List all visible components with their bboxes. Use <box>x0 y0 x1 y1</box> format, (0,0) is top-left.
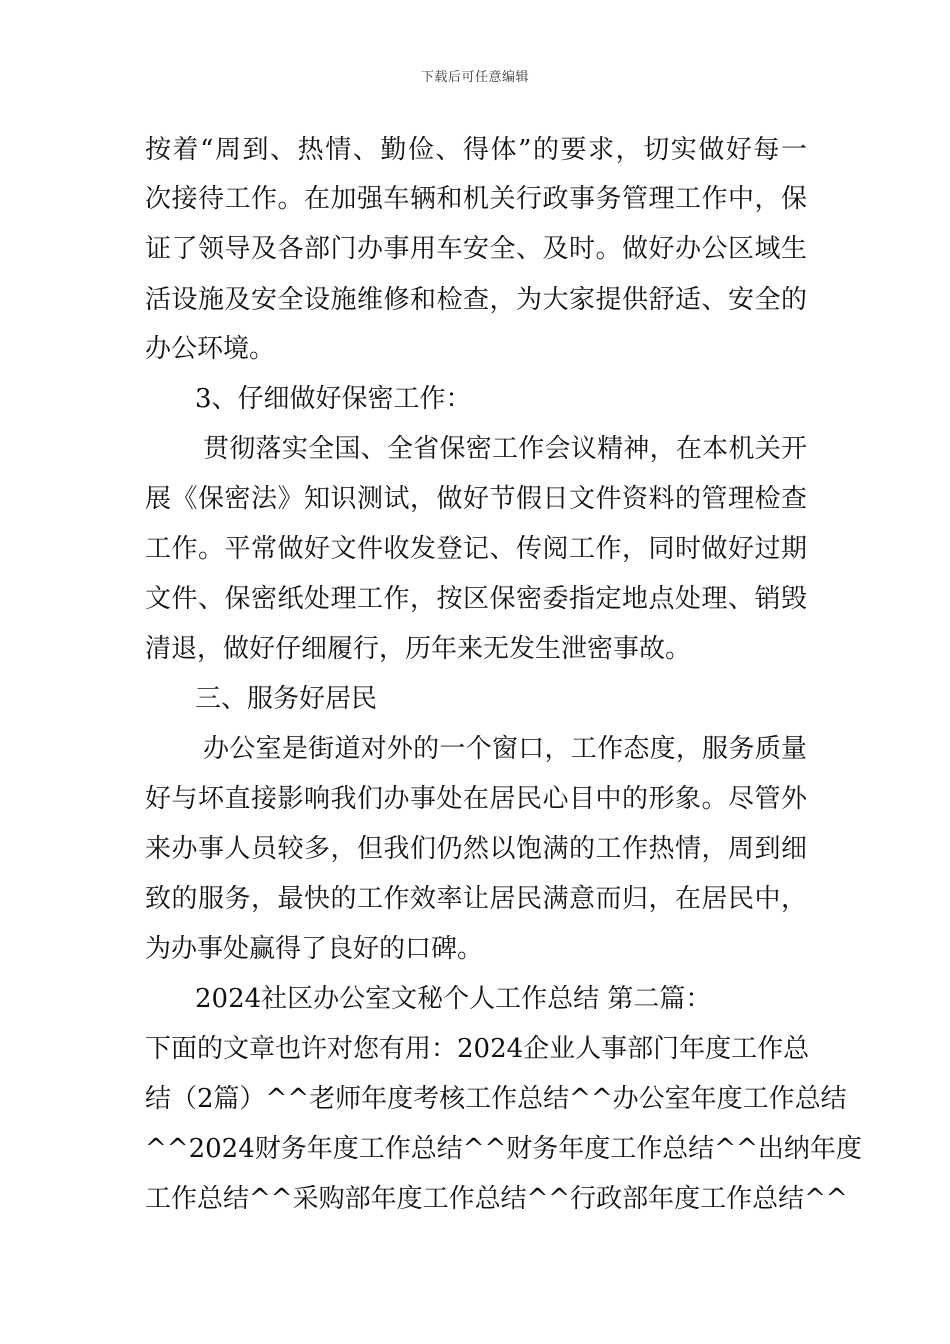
text-line: 办公室是街道对外的一个窗口，工作态度，服务质量 <box>203 734 807 764</box>
text-line: 为办事处赢得了良好的口碑。 <box>145 934 484 964</box>
text-line: 办公环境。 <box>145 334 276 364</box>
text-line: 按着“周到、热情、勤俭、得体”的要求，切实做好每一 <box>145 135 807 165</box>
section-heading: 3、仔细做好保密工作： <box>195 384 472 414</box>
text-line: 工作总结^^采购部年度工作总结^^行政部年度工作总结^^ <box>145 1184 848 1214</box>
text-line: 贯彻落实全国、全省保密工作会议精神，在本机关开 <box>203 434 807 464</box>
section-heading: 三、服务好居民 <box>195 684 378 714</box>
text-line: 来办事人员较多，但我们仍然以饱满的工作热情，周到细 <box>145 834 807 864</box>
text-line: 证了领导及各部门办事用车安全、及时。做好办公区域生 <box>145 234 807 264</box>
text-line: 好与坏直接影响我们办事处在居民心目中的形象。尽管外 <box>145 784 807 814</box>
text-line: 展《保密法》知识测试，做好节假日文件资料的管理检查 <box>145 484 807 514</box>
article-title-line: 2024社区办公室文秘个人工作总结 第二篇： <box>195 984 712 1014</box>
page-header-note: 下载后可任意编辑 <box>420 70 529 85</box>
text-line: 结（2篇）^^老师年度考核工作总结^^办公室年度工作总结 <box>145 1084 847 1114</box>
text-line: 清退，做好仔细履行，历年来无发生泄密事故。 <box>145 634 692 664</box>
text-line: 活设施及安全设施维修和检查，为大家提供舒适、安全的 <box>145 285 807 315</box>
text-line: 次接待工作。在加强车辆和机关行政事务管理工作中，保 <box>145 184 807 214</box>
text-line: 致的服务，最快的工作效率让居民满意而归，在居民中， <box>145 884 807 914</box>
text-line: 下面的文章也许对您有用：2024企业人事部门年度工作总 <box>145 1034 810 1064</box>
text-line: 工作。平常做好文件收发登记、传阅工作，同时做好过期 <box>145 534 807 564</box>
text-line: 文件、保密纸处理工作，按区保密委指定地点处理、销毁 <box>145 584 807 614</box>
text-line: ^^2024财务年度工作总结^^财务年度工作总结^^出纳年度 <box>145 1134 862 1164</box>
